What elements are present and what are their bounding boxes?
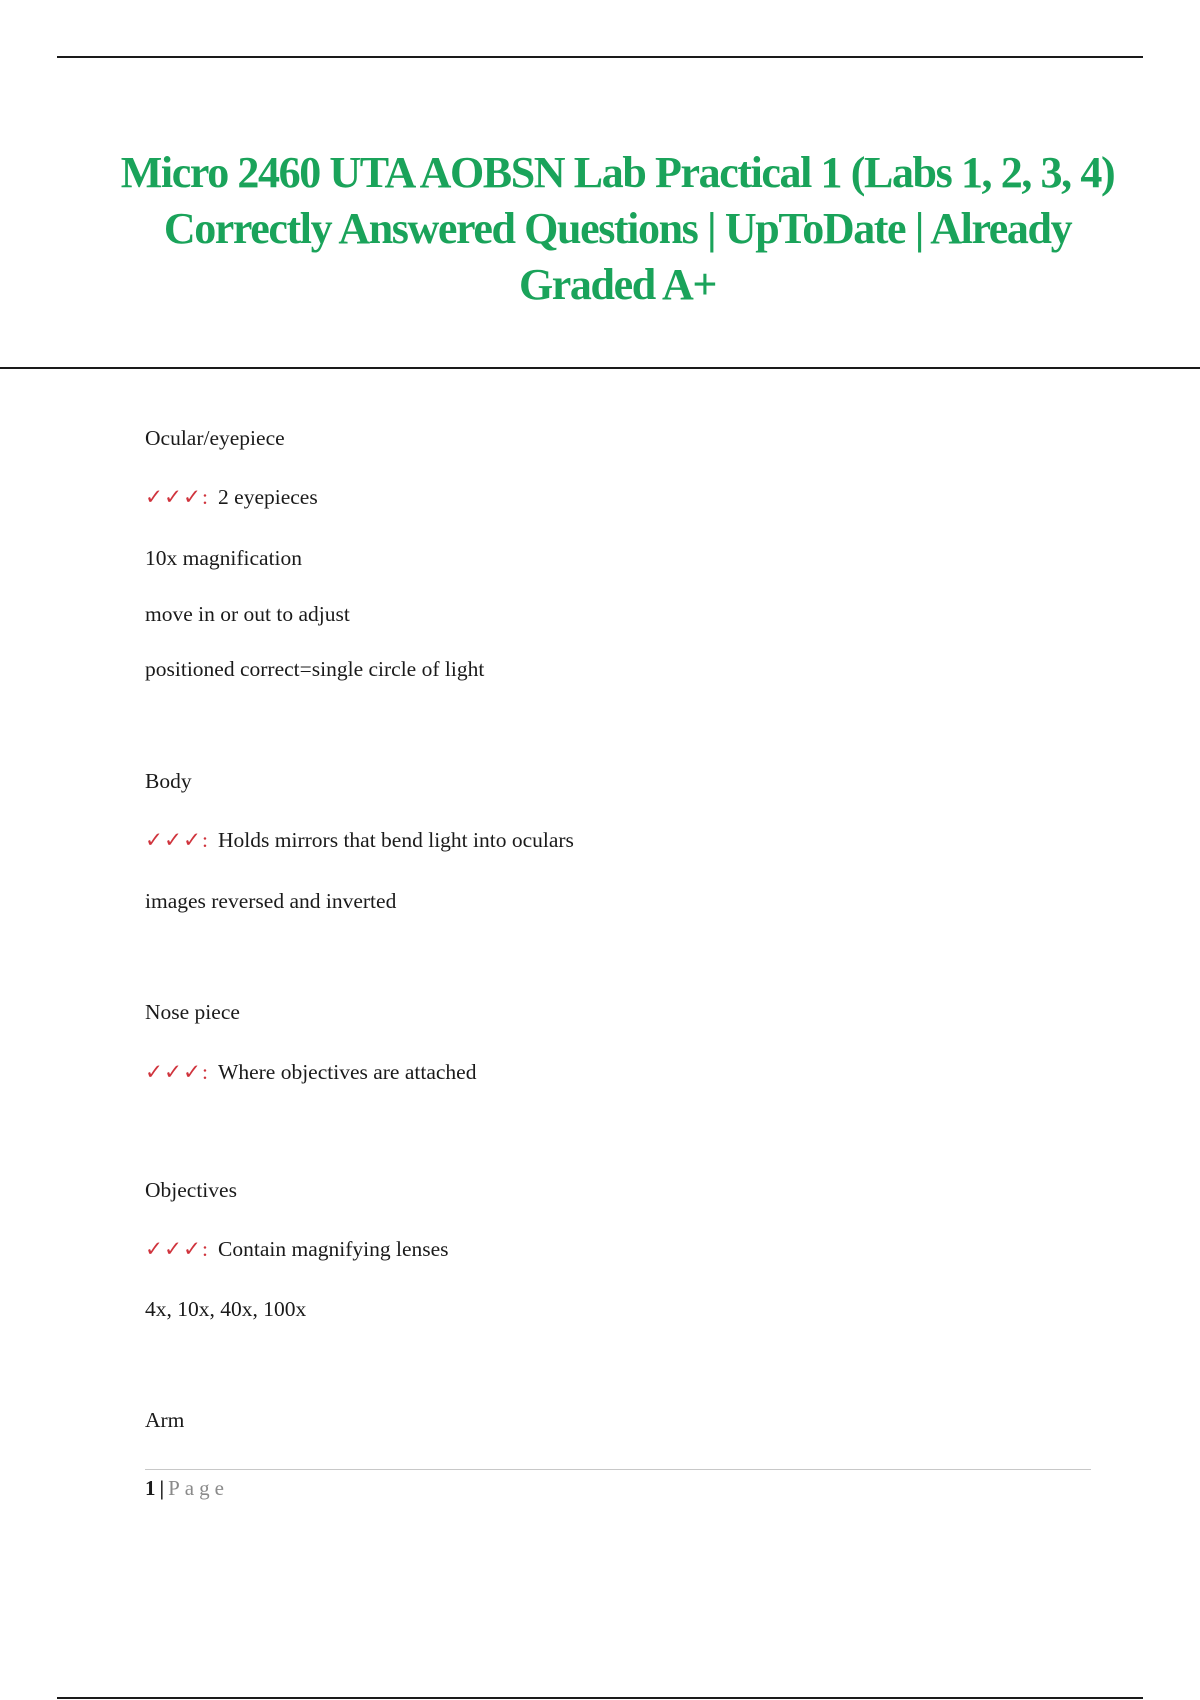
footer-rule	[145, 1469, 1091, 1470]
answer-colon: :	[202, 828, 209, 852]
answer-colon: :	[202, 1060, 209, 1084]
answer-detail: images reversed and inverted	[145, 889, 397, 913]
answer-text: Contain magnifying lenses	[218, 1237, 449, 1261]
answer-detail: 4x, 10x, 40x, 100x	[145, 1297, 307, 1321]
answer-text: 2 eyepieces	[218, 485, 318, 509]
answer-line	[145, 1235, 449, 1263]
answer-detail: move in or out to adjust	[145, 602, 350, 626]
term-nose-piece: Nose piece	[145, 1000, 240, 1024]
answer-text: Holds mirrors that bend light into oculars	[218, 828, 574, 852]
answer-line	[145, 483, 318, 511]
checkmark-icon: ✓✓✓	[145, 1060, 203, 1084]
term-arm: Arm	[145, 1408, 185, 1432]
answer-text: Where objectives are attached	[218, 1060, 477, 1084]
checkmark-icon: ✓✓✓	[145, 485, 203, 509]
footer-separator: |	[159, 1476, 165, 1500]
answer-detail: 10x magnification	[145, 546, 303, 570]
header-rule	[0, 367, 1200, 369]
page-label: Page	[168, 1476, 229, 1500]
answer-line	[145, 1058, 476, 1086]
term-objectives: Objectives	[145, 1178, 237, 1202]
answer-colon: :	[202, 1237, 209, 1261]
answer-line	[145, 826, 574, 854]
document-title: Micro 2460 UTA AOBSN Lab Practical 1 (Labs 1, 2, 3, 4) Correctly Answered Questions | UpToDate | Already Graded A+	[120, 148, 1115, 309]
checkmark-icon: ✓✓✓	[145, 828, 203, 852]
term-body: Body	[145, 769, 192, 793]
bottom-rule	[57, 1697, 1143, 1699]
page-number: 1	[145, 1476, 156, 1500]
checkmark-icon: ✓✓✓	[145, 1237, 203, 1261]
answer-colon: :	[202, 485, 209, 509]
page-footer	[145, 1474, 229, 1502]
top-rule	[57, 56, 1143, 58]
term-ocular-eyepiece: Ocular/eyepiece	[145, 426, 285, 450]
answer-detail: positioned correct=single circle of light	[145, 657, 485, 681]
